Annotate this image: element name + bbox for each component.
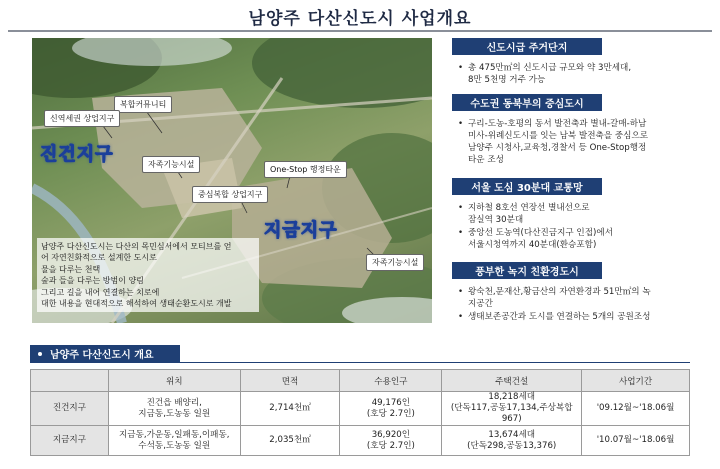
column-header-housing: 주택건설 (442, 370, 582, 392)
map-description-line: 남양주 다산신도시는 다산의 목민심서에서 모티브를 얻 (41, 242, 232, 251)
table-row (31, 392, 690, 426)
map-description (37, 238, 259, 312)
table-title-divider (30, 362, 690, 363)
section-heading-central-city: 수도권 동북부의 중심도시 (452, 94, 602, 111)
column-header-location: 위치 (108, 370, 240, 392)
table-title (30, 345, 180, 362)
bullet-item: • 왕숙천,문재산,황금산의 자연환경과 51만㎡의 녹 지공간 (456, 286, 714, 310)
section-heading-green-city: 풍부한 녹지 친환경도시 (452, 262, 602, 279)
map-tag-one-stop: One-Stop 행정타운 (264, 161, 347, 178)
cell-period: '10.07월~'18.06월 (582, 426, 690, 456)
district-label-jingeon: 진건지구 (40, 144, 114, 165)
bullet-item: • 구리-도농-호평의 동서 발전축과 별내-갈매-하남 미사-위례신도시를 잇는 남북 발전축을 중심으로 남양주 시청사,교육청,경찰서 등 One-Stop행정 타운 조성 (456, 118, 714, 166)
overview-table (30, 369, 690, 456)
bullet-item: • 생태보존공간과 도시를 연결하는 5개의 공원조성 (456, 311, 714, 323)
info-panel (446, 38, 714, 328)
aerial-map (32, 38, 432, 323)
cell-location: 진건읍 배양리, 지금동,도농동 일원 (108, 392, 240, 426)
section-body-central-city (456, 118, 714, 167)
cell-location: 지금동,가운동,일패동,이패동, 수석동,도농동 일원 (108, 426, 240, 456)
cell-population: 49,176인 (호당 2.7인) (340, 392, 442, 426)
map-description-line: 대한 내용을 현대적으로 해석하여 생태순환도시로 개발 (41, 299, 232, 309)
page-title: 남양주 다산신도시 사업개요 (248, 9, 472, 29)
column-header-area: 면적 (240, 370, 340, 392)
bullet-dot-icon (38, 352, 42, 356)
section-body-residential (456, 62, 714, 87)
row-header: 진건지구 (31, 392, 109, 426)
district-label-jigeum: 지금지구 (264, 220, 338, 241)
section-heading-transport: 서울 도심 30분대 교통망 (452, 178, 602, 195)
map-description-line: 물을 다루는 천택 (41, 264, 101, 274)
column-header-population: 수용인구 (340, 370, 442, 392)
map-tag-central-commercial: 중심복합 상업지구 (192, 186, 268, 203)
table-title-text: 남양주 다산신도시 개요 (50, 350, 154, 361)
map-tag-self-sufficient-1: 자족기능시설 (142, 156, 200, 173)
column-header (31, 370, 109, 392)
section-body-green-city (456, 286, 714, 324)
map-description-line: 어 자연친화적으로 설계한 도시로 (41, 253, 157, 263)
map-description-line: 숲과 들을 다루는 방범이 양림 (41, 276, 144, 286)
map-tag-new-business-district: 신역세권 상업지구 (44, 110, 120, 127)
map-tag-self-sufficient-2: 자족기능시설 (366, 254, 424, 271)
title-divider (8, 30, 712, 32)
table-header-row (31, 370, 690, 392)
cell-area: 2,714천㎡ (240, 392, 340, 426)
section-heading-residential: 신도시급 주거단지 (452, 38, 602, 55)
map-description-line: 그리고 길을 내어 연결하는 치로에 (41, 287, 160, 297)
row-header: 지금지구 (31, 426, 109, 456)
map-tag-complex-community: 복합커뮤니티 (114, 96, 172, 113)
cell-housing: 13,674세대 (단독298,공동13,376) (442, 426, 582, 456)
cell-population: 36,920인 (호당 2.7인) (340, 426, 442, 456)
section-body-transport (456, 202, 714, 252)
cell-area: 2,035천㎡ (240, 426, 340, 456)
cell-period: '09.12월~'18.06월 (582, 392, 690, 426)
column-header-period: 사업기간 (582, 370, 690, 392)
bullet-item: • 지하철 8호선 연장선 별내선으로 잠실역 30분대 (456, 202, 714, 226)
bullet-item: • 중앙선 도농역(다산진금지구 인접)에서 서울시청역까지 40분대(환승포함) (456, 227, 714, 251)
cell-housing: 18,218세대 (단독117,공동17,134,주상복합967) (442, 392, 582, 426)
bullet-item: • 총 475만㎡의 신도시급 규모와 약 3만세대, 8만 5천명 거주 가능 (456, 62, 714, 86)
table-row (31, 426, 690, 456)
